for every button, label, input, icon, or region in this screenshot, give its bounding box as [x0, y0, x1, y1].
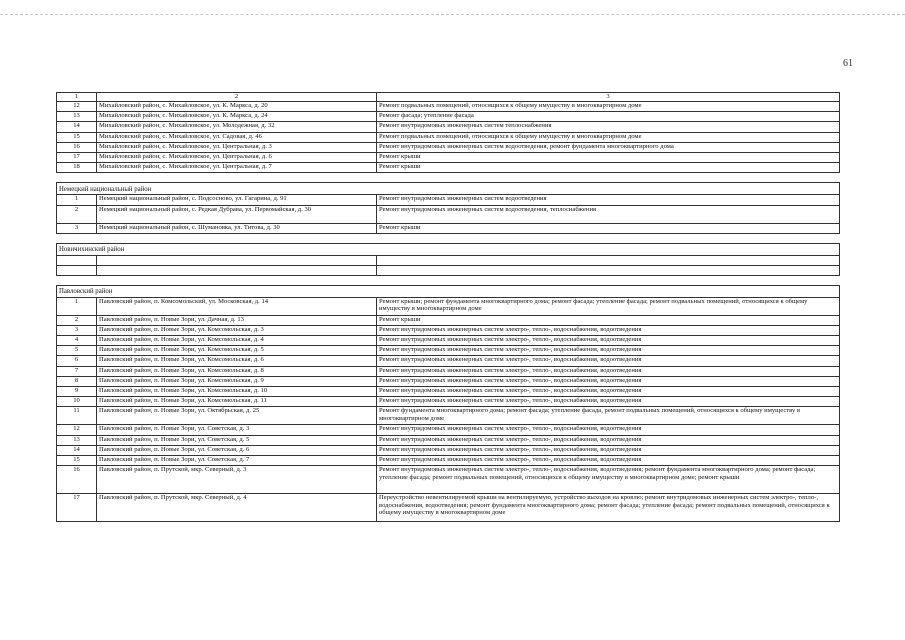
table-row: [57, 455, 840, 465]
row-number: 13: [57, 112, 97, 122]
row-number: 17: [57, 494, 97, 522]
table-row: [57, 205, 840, 223]
house-address: Михайловский район, с. Михайловское, ул. Молодежная, д. 32: [97, 122, 377, 132]
table-row: [57, 346, 840, 356]
repair-register-table: [56, 92, 840, 522]
repair-work-type: Ремонт крыши: [377, 163, 840, 173]
repair-work-type: Ремонт внутридомовых инженерных систем электро-, тепло-, водоснабжения, водоотведения: [377, 455, 840, 465]
repair-work-type: Ремонт внутридомовых инженерных систем электро-, тепло-, водоснабжения, водоотведения: [377, 356, 840, 366]
repair-work-type: Переустройство невентилируемой крыши на вентилируемую, устройство выходов на кровлю; ремонт внутридомовых инженерных систем электро-, тепло-, водоснабжения, водоотведения; ремонт фундамента многоквартирного дома; ремонт фасада; утепление фасада; ремонт подвальных помещений, относящихся к общему имуществу в многоквартирном доме: [377, 494, 840, 522]
header-cell-1: 1: [57, 93, 97, 102]
house-address: Немецкий национальный район, с. Редкая Дубрава, ул. Первомайская, д. 30: [97, 205, 377, 223]
row-number: 15: [57, 132, 97, 142]
district-heading-row: [57, 183, 840, 195]
row-number: 3: [57, 223, 97, 233]
table-row: [57, 435, 840, 445]
house-address: Павловский район, п. Новые Зори, ул. Комсомольская, д. 9: [97, 376, 377, 386]
row-number: 8: [57, 376, 97, 386]
house-address: Михайловский район, с. Михайловское, ул. К. Маркса, д. 24: [97, 112, 377, 122]
scan-edge-line: [0, 14, 905, 15]
table-row: [57, 102, 840, 112]
table-row: [57, 366, 840, 376]
empty-cell: [97, 255, 377, 265]
house-address: Немецкий национальный район, с. Подсосново, ул. Гагарина, д. 91: [97, 195, 377, 205]
repair-work-type: Ремонт внутридомовых инженерных систем водоотведения, теплоснабжения: [377, 205, 840, 223]
row-number: 15: [57, 455, 97, 465]
repair-work-type: Ремонт внутридомовых инженерных систем водоотведения, ремонт фундамента многоквартирного дома: [377, 142, 840, 152]
house-address: Павловский район, п. Новые Зори, ул. Комсомольская, д. 8: [97, 366, 377, 376]
repair-work-type: Ремонт внутридомовых инженерных систем электро-, тепло-, водоснабжения, водоотведения: [377, 336, 840, 346]
section-spacer: [57, 173, 840, 183]
house-address: Павловский район, п. Новые Зори, ул. Комсомольская, д. 4: [97, 336, 377, 346]
house-address: Михайловский район, с. Михайловское, ул. Центральная, д. 7: [97, 163, 377, 173]
empty-cell: [377, 255, 840, 265]
repair-work-type: Ремонт внутридомовых инженерных систем электро-, тепло-, водоснабжения, водоотведения: [377, 425, 840, 435]
row-number: 7: [57, 366, 97, 376]
district-name: Павловский район: [57, 285, 840, 297]
empty-row: [57, 255, 840, 265]
repair-work-type: Ремонт внутридомовых инженерных систем электро-, тепло-, водоснабжения, водоотведения: [377, 376, 840, 386]
section-spacer: [57, 275, 840, 285]
house-address: Павловский район, п. Новые Зори, ул. Комсомольская, д. 11: [97, 397, 377, 407]
repair-work-type: Ремонт внутридомовых инженерных систем электро-, тепло-, водоснабжения, водоотведения: [377, 445, 840, 455]
table-header-row: [57, 93, 840, 102]
table-row: [57, 445, 840, 455]
table-row: [57, 142, 840, 152]
house-address: Павловский район, п. Новые Зори, ул. Комсомольская, д. 10: [97, 387, 377, 397]
row-number: 16: [57, 142, 97, 152]
empty-cell: [97, 265, 377, 275]
repair-work-type: Ремонт внутридомовых инженерных систем электро-, тепло-, водоснабжения, водоотведения: [377, 435, 840, 445]
row-number: 5: [57, 346, 97, 356]
row-number: 14: [57, 445, 97, 455]
repair-work-type: Ремонт внутридомовых инженерных систем водоотведения: [377, 195, 840, 205]
spacer-cell: [57, 275, 840, 285]
district-name: Немецкий национальный район: [57, 183, 840, 195]
row-number: 17: [57, 152, 97, 162]
row-number: 2: [57, 315, 97, 325]
house-address: Михайловский район, с. Михайловское, ул. К. Маркса, д. 20: [97, 102, 377, 112]
repair-work-type: Ремонт внутридомовых инженерных систем электро-, тепло-, водоснабжения, водоотведения: [377, 366, 840, 376]
house-address: Михайловский район, с. Михайловское, ул. Центральная, д. 6: [97, 152, 377, 162]
page-number: 61: [843, 58, 853, 69]
repair-work-type: Ремонт внутридомовых инженерных систем электро-, тепло-, водоснабжения, водоотведения: [377, 397, 840, 407]
table-row: [57, 132, 840, 142]
house-address: Михайловский район, с. Михайловское, ул. Центральная, д. 3: [97, 142, 377, 152]
house-address: Павловский район, п. Комсомольский, ул. Московская, д. 14: [97, 297, 377, 315]
table-row: [57, 223, 840, 233]
row-number: 11: [57, 407, 97, 425]
table-row: [57, 163, 840, 173]
house-address: Павловский район, п. Прутской, мкр. Северный, д. 3: [97, 466, 377, 494]
table-row: [57, 466, 840, 494]
house-address: Павловский район, п. Новые Зори, ул. Советская, д. 7: [97, 455, 377, 465]
house-address: Павловский район, п. Новые Зори, ул. Дачная, д. 13: [97, 315, 377, 325]
empty-cell: [377, 265, 840, 275]
house-address: Павловский район, п. Новые Зори, ул. Комсомольская, д. 6: [97, 356, 377, 366]
repair-work-type: Ремонт внутридомовых инженерных систем электро-, тепло-, водоснабжения, водоотведения: [377, 346, 840, 356]
repair-work-type: Ремонт внутридомовых инженерных систем электро-, тепло-, водоснабжения, водоотведения: [377, 325, 840, 335]
table-row: [57, 376, 840, 386]
repair-work-type: Ремонт крыши: [377, 152, 840, 162]
house-address: Павловский район, п. Новые Зори, ул. Советская, д. 3: [97, 425, 377, 435]
table-row: [57, 387, 840, 397]
row-number: 3: [57, 325, 97, 335]
repair-work-type: Ремонт подвальных помещений, относящихся к общему имуществу в многоквартирном доме: [377, 132, 840, 142]
row-number: 6: [57, 356, 97, 366]
table-row: [57, 152, 840, 162]
house-address: Павловский район, п. Новые Зори, ул. Советская, д. 5: [97, 435, 377, 445]
row-number: 18: [57, 163, 97, 173]
repair-work-type: Ремонт крыши; ремонт фундамента многоквартирного дома; ремонт фасада; утепление фасада; ремонт подвальных помещений, относящихся к общему имуществу в многоквартирном доме: [377, 297, 840, 315]
spacer-cell: [57, 173, 840, 183]
row-number: 1: [57, 195, 97, 205]
table-row: [57, 425, 840, 435]
table-row: [57, 315, 840, 325]
table-row: [57, 494, 840, 522]
house-address: Павловский район, п. Новые Зори, ул. Комсомольская, д. 5: [97, 346, 377, 356]
district-heading-row: [57, 243, 840, 255]
row-number: 2: [57, 205, 97, 223]
house-address: Немецкий национальный район, с. Шумановка, ул. Титова, д. 30: [97, 223, 377, 233]
repair-work-type: Ремонт фасада; утепление фасада: [377, 112, 840, 122]
repair-work-type: Ремонт внутридомовых инженерных систем электро-, тепло-, водоснабжения, водоотведения: [377, 387, 840, 397]
house-address: Михайловский район, с. Михайловское, ул. Садовая, д. 46: [97, 132, 377, 142]
table-row: [57, 325, 840, 335]
table-row: [57, 397, 840, 407]
repair-work-type: Ремонт внутридомовых инженерных систем электро-, тепло-, водоснабжения, водоотведения; ремонт фундамента многоквартирного дома; ремонт фасада; утепление фасада; ремонт подвальных помещений, относящихся к общему имуществу в многоквартирном доме; ремонт крыши: [377, 466, 840, 494]
table-row: [57, 407, 840, 425]
section-spacer: [57, 233, 840, 243]
row-number: 12: [57, 425, 97, 435]
table-row: [57, 195, 840, 205]
row-number: 14: [57, 122, 97, 132]
table-row: [57, 336, 840, 346]
empty-cell: [57, 265, 97, 275]
house-address: Павловский район, п. Новые Зори, ул. Октябрьская, д. 25: [97, 407, 377, 425]
row-number: 16: [57, 466, 97, 494]
repair-work-type: Ремонт подвальных помещений, относящихся к общему имуществу в многоквартирном доме: [377, 102, 840, 112]
district-name: Новичихинский район: [57, 243, 840, 255]
row-number: 10: [57, 397, 97, 407]
header-cell-3: 3: [377, 93, 840, 102]
row-number: 9: [57, 387, 97, 397]
empty-row: [57, 265, 840, 275]
row-number: 4: [57, 336, 97, 346]
row-number: 1: [57, 297, 97, 315]
district-heading-row: [57, 285, 840, 297]
repair-work-type: Ремонт фундамента многоквартирного дома; ремонт фасада; утепление фасада, ремонт подвальных помещений, относящихся к общему имуществу в многоквартирном доме: [377, 407, 840, 425]
empty-cell: [57, 255, 97, 265]
table-row: [57, 122, 840, 132]
table-row: [57, 356, 840, 366]
header-cell-2: 2: [97, 93, 377, 102]
table-row: [57, 297, 840, 315]
house-address: Павловский район, п. Новые Зори, ул. Советская, д. 6: [97, 445, 377, 455]
row-number: 13: [57, 435, 97, 445]
repair-work-type: Ремонт крыши: [377, 315, 840, 325]
table-row: [57, 112, 840, 122]
spacer-cell: [57, 233, 840, 243]
row-number: 12: [57, 102, 97, 112]
repair-work-type: Ремонт крыши: [377, 223, 840, 233]
house-address: Павловский район, п. Новые Зори, ул. Комсомольская, д. 3: [97, 325, 377, 335]
house-address: Павловский район, п. Прутской, мкр. Северный, д. 4: [97, 494, 377, 522]
repair-work-type: Ремонт внутридомовых инженерных систем теплоснабжения: [377, 122, 840, 132]
